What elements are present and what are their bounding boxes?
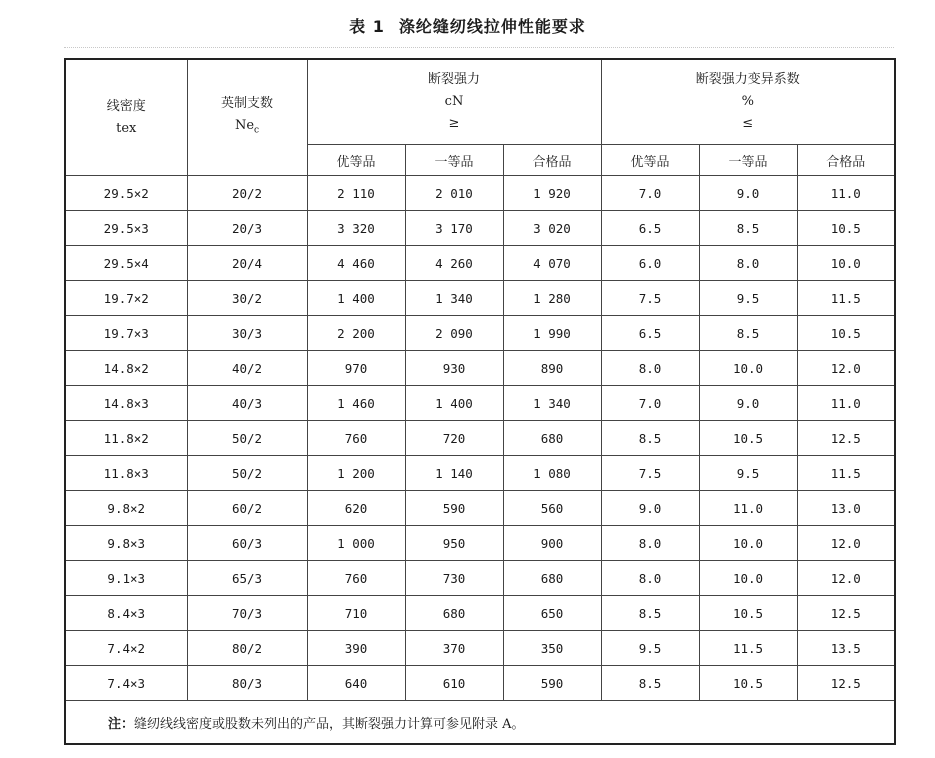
table-row [65,421,895,456]
table-cell: 13.5 [797,631,895,666]
table-cell: 9.0 [699,386,797,421]
table-cell: 1 340 [405,281,503,316]
table-cell: 390 [307,631,405,666]
table-cell: 350 [503,631,601,666]
table-cell: 680 [503,421,601,456]
table-cell: 7.0 [601,176,699,211]
table-cell: 65/3 [187,561,307,596]
table-cell: 10.5 [797,211,895,246]
table-cell: 11.0 [699,491,797,526]
table-cell: 10.0 [699,561,797,596]
cv-header: 断裂强力变异系数 % ≤ [601,59,895,145]
table-cell: 11.0 [797,386,895,421]
table-row [65,596,895,631]
table-cell: 6.5 [601,211,699,246]
table-cell: 1 140 [405,456,503,491]
table-cell: 1 920 [503,176,601,211]
table-cell: 9.8×3 [65,526,187,561]
table-row [65,316,895,351]
table-cell: 29.5×3 [65,211,187,246]
table-cell: 9.8×2 [65,491,187,526]
table-cell: 19.7×3 [65,316,187,351]
table-cell: 50/2 [187,421,307,456]
table-cell: 1 990 [503,316,601,351]
table-cell: 60/2 [187,491,307,526]
table-cell: 8.0 [601,526,699,561]
table-cell: 9.5 [601,631,699,666]
table-cell: 80/3 [187,666,307,701]
table-cell: 2 090 [405,316,503,351]
table-cell: 30/2 [187,281,307,316]
table-cell: 40/3 [187,386,307,421]
table-cell: 7.4×3 [65,666,187,701]
table-cell: 11.5 [699,631,797,666]
separator-line [64,47,894,48]
table-cell: 7.5 [601,281,699,316]
col-linear-density-header: 线密度 tex [65,59,187,176]
note-cell: 注：缝纫线线密度或股数未列出的产品，其断裂强力计算可参见附录 A。 [65,701,895,745]
table-cell: 8.4×3 [65,596,187,631]
table-cell: 2 110 [307,176,405,211]
table-cell: 13.0 [797,491,895,526]
grade-header: 优等品 [601,145,699,176]
table-cell: 1 000 [307,526,405,561]
table-cell: 610 [405,666,503,701]
table-cell: 9.5 [699,281,797,316]
table-title [0,14,935,37]
grade-header: 一等品 [699,145,797,176]
table-cell: 8.0 [601,561,699,596]
table-cell: 80/2 [187,631,307,666]
table-cell: 2 010 [405,176,503,211]
table-row [65,351,895,386]
table-cell: 8.5 [601,596,699,631]
table-row [65,631,895,666]
table-cell: 560 [503,491,601,526]
header-row [65,59,895,145]
table-cell: 29.5×2 [65,176,187,211]
table-cell: 680 [405,596,503,631]
table-row [65,526,895,561]
table-cell: 20/2 [187,176,307,211]
table-row [65,561,895,596]
table-cell: 10.5 [699,596,797,631]
table-row [65,211,895,246]
table-cell: 3 170 [405,211,503,246]
table-cell: 890 [503,351,601,386]
table-cell: 4 460 [307,246,405,281]
table-cell: 680 [503,561,601,596]
table-cell: 7.0 [601,386,699,421]
table-cell: 7.4×2 [65,631,187,666]
table-cell: 20/4 [187,246,307,281]
table-cell: 9.1×3 [65,561,187,596]
table-cell: 8.0 [699,246,797,281]
note-row [65,701,895,745]
table-cell: 10.5 [797,316,895,351]
table-cell: 10.0 [699,351,797,386]
table-cell: 970 [307,351,405,386]
table-row [65,666,895,701]
table-cell: 30/3 [187,316,307,351]
table-cell: 1 400 [307,281,405,316]
table-cell: 20/3 [187,211,307,246]
table-row [65,176,895,211]
table-cell: 11.5 [797,456,895,491]
grade-header: 合格品 [797,145,895,176]
table-cell: 12.0 [797,351,895,386]
table-row [65,281,895,316]
table-row [65,246,895,281]
table-cell: 12.5 [797,666,895,701]
table-cell: 2 200 [307,316,405,351]
col-english-count-header: 英制支数 $Ne_c$ [187,59,307,176]
table-cell: 710 [307,596,405,631]
table-cell: 900 [503,526,601,561]
table-cell: 14.8×2 [65,351,187,386]
table-cell: 590 [503,666,601,701]
table-cell: 650 [503,596,601,631]
table-cell: 12.5 [797,596,895,631]
table-cell: 4 070 [503,246,601,281]
table-cell: 60/3 [187,526,307,561]
table-cell: 620 [307,491,405,526]
table-cell: 930 [405,351,503,386]
table-cell: 6.0 [601,246,699,281]
table-cell: 11.5 [797,281,895,316]
table-cell: 40/2 [187,351,307,386]
table-cell: 8.5 [699,316,797,351]
table-cell: 12.0 [797,526,895,561]
table-row [65,386,895,421]
table-cell: 730 [405,561,503,596]
table-cell: 8.5 [699,211,797,246]
table-row [65,456,895,491]
table-cell: 12.0 [797,561,895,596]
table-cell: 10.0 [797,246,895,281]
table-cell: 11.8×3 [65,456,187,491]
table-cell: 370 [405,631,503,666]
table-cell: 10.5 [699,421,797,456]
table-cell: 19.7×2 [65,281,187,316]
table-cell: 8.5 [601,421,699,456]
table-cell: 9.5 [699,456,797,491]
table-number: 表 1 [349,17,385,36]
table-cell: 14.8×3 [65,386,187,421]
table-cell: 11.8×2 [65,421,187,456]
table-cell: 720 [405,421,503,456]
table-cell: 1 400 [405,386,503,421]
grade-header: 优等品 [307,145,405,176]
table-cell: 1 080 [503,456,601,491]
table-cell: 1 200 [307,456,405,491]
table-cell: 6.5 [601,316,699,351]
table-cell: 1 340 [503,386,601,421]
table-cell: 7.5 [601,456,699,491]
table-cell: 29.5×4 [65,246,187,281]
table-caption: 涤纶缝纫线拉伸性能要求 [398,17,586,36]
table-cell: 10.5 [699,666,797,701]
table-cell: 950 [405,526,503,561]
table-cell: 760 [307,421,405,456]
table-cell: 50/2 [187,456,307,491]
table-cell: 640 [307,666,405,701]
table-cell: 9.0 [699,176,797,211]
table-cell: 760 [307,561,405,596]
table-cell: 11.0 [797,176,895,211]
table-cell: 1 460 [307,386,405,421]
table-cell: 12.5 [797,421,895,456]
table-cell: 3 020 [503,211,601,246]
table-cell: 9.0 [601,491,699,526]
table-row [65,491,895,526]
table-cell: 3 320 [307,211,405,246]
table-cell: 8.0 [601,351,699,386]
table-cell: 4 260 [405,246,503,281]
breaking-strength-header: 断裂强力 cN ≥ [307,59,601,145]
table-cell: 70/3 [187,596,307,631]
table-cell: 1 280 [503,281,601,316]
spec-table [64,58,896,745]
grade-header: 合格品 [503,145,601,176]
grade-header: 一等品 [405,145,503,176]
table-cell: 590 [405,491,503,526]
table-cell: 10.0 [699,526,797,561]
table-cell: 8.5 [601,666,699,701]
